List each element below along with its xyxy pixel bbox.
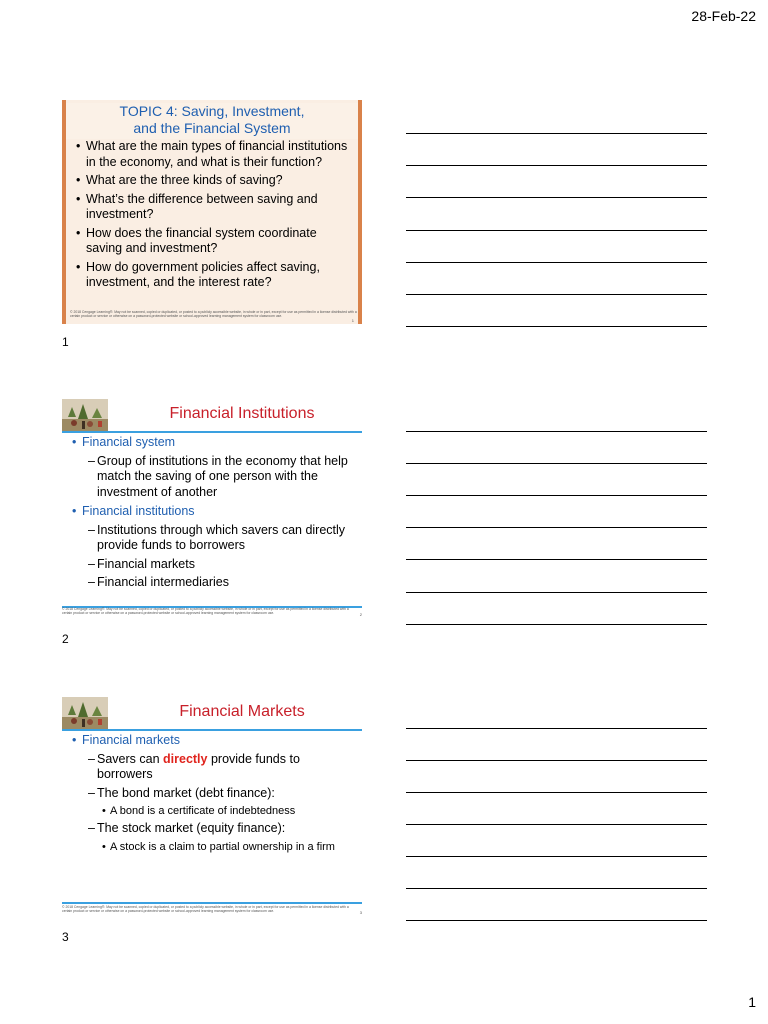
bullet-item: • How do government policies affect saving, investment, and the interest rate? [66,260,351,291]
bullet-item: • Financial institutions [62,504,357,520]
slide-footer-number: 3 [359,910,362,915]
sub-sub-bullet-item: • A stock is a claim to partial ownership in a firm [62,840,357,854]
page-number: 1 [748,994,756,1010]
slide-2 [62,397,362,625]
sub-bullet-item: – Financial intermediaries [62,575,357,591]
bullet-item: • What’s the difference between saving and investment? [66,192,351,223]
copyright-notice: © 2018 Cengage Learning®. May not be scanned, copied or duplicated, or posted to a publicly accessible website, in whole or in part, except for use as permitted in a license distributed with a certain product or service or otherwise on a password-protected website or school-approved learning management system for classroom use. [62,905,349,913]
sub-bullet-item: – The bond market (debt finance): [62,786,357,802]
title-underline [62,729,362,731]
sub-bullet-item [62,752,357,783]
emphasis-text: directly [163,751,208,766]
slide-number: 2 [62,632,69,646]
bullet-list [62,733,357,857]
slide-title [66,103,358,139]
bullet-list [62,435,357,594]
bullet-item: • Financial system [62,435,357,451]
copyright-notice: © 2018 Cengage Learning®. May not be scanned, copied or duplicated, or posted to a publicly accessible website, in whole or in part, except for use as permitted in a license distributed with a certain product or service or otherwise on a password-protected website or school-approved learning management system for classroom use. [70,310,357,318]
slide-title-line2: and the Financial System [133,120,291,136]
slide-title: Financial Markets [179,703,305,720]
header-date: 28-Feb-22 [691,8,756,24]
sub-bullet-item: – Institutions through which savers can directly provide funds to borrowers [62,523,357,554]
sub-sub-bullet-item: • A bond is a certificate of indebtedness [62,804,357,818]
bullet-list [66,139,351,294]
sub-bullet-item: – Group of institutions in the economy that help match the saving of one person with the investment of another [62,454,357,501]
bullet-item: • What are the main types of financial institutions in the economy, and what is their function? [66,139,351,170]
footer-line [62,902,362,904]
slide-1 [62,100,362,324]
bullet-item: • Financial markets [62,733,357,749]
title-underline [62,431,362,433]
slide-footer-number: 2 [359,612,362,617]
slide-number: 3 [62,930,69,944]
sub-bullet-item: – Financial markets [62,557,357,573]
copyright-notice: © 2018 Cengage Learning®. May not be scanned, copied or duplicated, or posted to a publicly accessible website, in whole or in part, except for use as permitted in a license distributed with a certain product or service or otherwise on a password-protected website or school-approved learning management system for classroom use. [62,607,349,615]
bullet-item: • What are the three kinds of saving? [66,173,351,189]
slide-footer-number: 1 [351,318,354,323]
slide-title-line1: TOPIC 4: Saving, Investment, [119,103,305,119]
slide-title: Financial Institutions [169,405,315,422]
slide-3 [62,695,362,923]
bullet-item: • How does the financial system coordinate saving and investment? [66,226,351,257]
text-run: provide funds to borrowers [97,751,300,781]
sub-bullet-item: – The stock market (equity finance): [62,821,357,837]
text-run: Savers can [97,751,164,766]
farm-scene-icon [62,697,108,729]
farm-scene-icon [62,399,108,431]
slide-right-bar [358,100,362,324]
slide-number: 1 [62,335,69,349]
